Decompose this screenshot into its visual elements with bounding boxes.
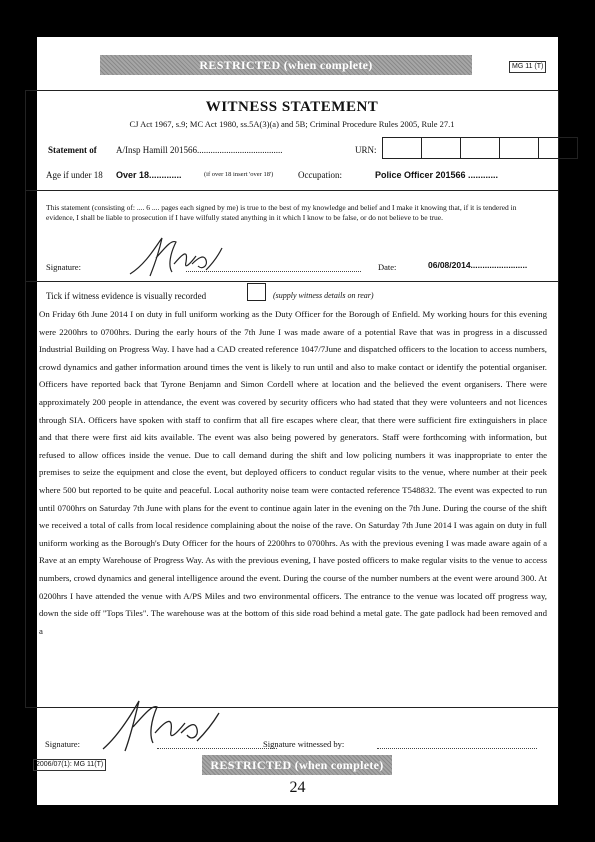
- occupation-value: Police Officer 201566 ............: [375, 170, 499, 180]
- age-label: Age if under 18: [46, 170, 103, 180]
- visually-recorded-checkbox[interactable]: [247, 283, 266, 301]
- urn-boxes: [383, 137, 578, 159]
- declaration-text: This statement (consisting of: .... 6 .... pages each signed by me) is true to the best of my knowledge and belief and I make it knowing that, if it is tendered in evidence, I shall be liable to prosecution if I have wilfully stated anything in it which I know to be false, or do not believe to be true.: [46, 203, 517, 222]
- restricted-banner-bottom: RESTRICTED (when complete): [202, 755, 392, 775]
- tick-label: Tick if witness evidence is visually recorded: [46, 291, 207, 301]
- form-subtitle: CJ Act 1967, s.9; MC Act 1980, ss.5A(3)(a) and 5B; Criminal Procedure Rules 2005, Rule 27.1: [129, 119, 455, 129]
- restricted-banner-top: RESTRICTED (when complete): [100, 55, 472, 75]
- signature-label: Signature:: [46, 262, 81, 272]
- divider: [26, 190, 558, 191]
- age-note: (if over 18 insert 'over 18'): [204, 171, 274, 178]
- divider: [26, 281, 558, 282]
- footer-form-code: 2006/07(1): MG 11(T): [33, 759, 106, 771]
- signature-mark: [126, 234, 236, 279]
- statement-body: On Friday 6th June 2014 I on duty in full uniform working as the Duty Officer for the Borough of Enfield. My working hours for this evening were 2200hrs to 0700hrs. During the early hours of the 7th June I was made aware of a potential Rave that was in progress in a discussed Industrial Building on Progress Way. I have had a CAD created reference 1047/7June and dispatched officers to the location to access numbers, crowd dynamics and gather information around times the vent is likely to run until and also to make contact or identify the potential organiser. Officers have reported back that Tyrone Benjamn and Simon Cordell where at location and the believed the event organisers. There were approximately 200 people in attendance, the event was covered by security officers who had stated that they were volunteers and not licences through SIA. Officers have spoken with staff to confirm that all fire escapes where clear, that there were sufficient fire extinguishers in place and that there were first aid kits available. The event was also being powered by generators. Staff were forthcoming with information, but refused to allow offices inside the venue. Due to call demand during the shift and low policing numbers it was inappropriate to enter the premises to seize the equipment and close the event, but deployed officers to conduct regular visits to the venue, where number at their peek where 500 but reported to be quite and peaceful. Local authority noise team were contacted reference T548832. The event was expected to run until 0700hrs on Saturday 7th June with plans for the event to continue again later in the evening on the 7th June. During the course of the shift we received a total of calls from local residence complaining about the noise of the rave. On Saturday 7th June 2014 I was again on duty in full uniform working as the Borough's Duty Officer for the hours of 2200hrs to 0700hrs. As with the previous evening I was made aware again of a Rave at an empty Warehouse of Progress Way. As with the previous evening, I have posted officers to make regular visits to the venue to access numbers, crowd dynamics and general intelligence around the event. During the course of the number numbers at the event were around 300. At 0200hrs I have attended the venue with A/PS Miles and two environmental officers. The entrance to the venue was located off progress way, down the side off "Tops Tiles". The warehouse was at the bottom of this side road behind a metal gate. The gate padlock had been removed and a: [39, 309, 547, 636]
- document-page: [37, 37, 558, 805]
- witnessed-label: Signature witnessed by:: [263, 739, 345, 749]
- witnessed-line: [377, 739, 537, 749]
- statement-of-label: Statement of: [48, 145, 97, 155]
- date-label: Date:: [378, 262, 397, 272]
- form-title: WITNESS STATEMENT: [205, 99, 379, 115]
- date-value: 06/08/2014........................: [428, 260, 528, 270]
- urn-label: URN:: [355, 145, 377, 155]
- age-value: Over 18.............: [116, 170, 182, 180]
- tick-note: (supply witness details on rear): [273, 291, 374, 300]
- occupation-label: Occupation:: [298, 170, 342, 180]
- footer-signature-mark: [97, 697, 237, 753]
- statement-of-value: A/Insp Hamill 201566......................................: [116, 145, 283, 155]
- page-number: 24: [289, 779, 306, 796]
- footer-signature-label: Signature:: [45, 739, 80, 749]
- form-code: MG 11 (T): [509, 61, 546, 73]
- statement-form: [25, 90, 559, 708]
